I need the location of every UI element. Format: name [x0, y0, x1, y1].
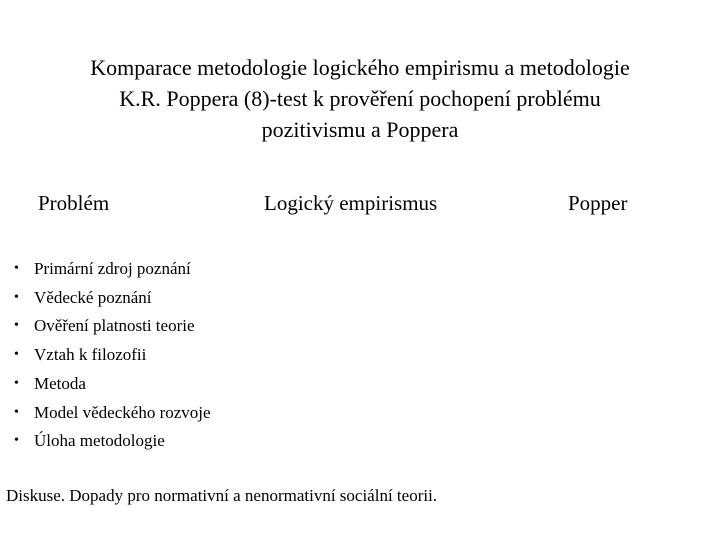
slide-title [40, 52, 680, 145]
list-item-text: Ověření platnosti teorie [34, 316, 195, 336]
list-item [14, 255, 211, 284]
list-item-text: Primární zdroj poznání [34, 259, 191, 278]
bullet-icon: • [14, 404, 19, 420]
bullet-icon: • [14, 261, 19, 276]
list-item [14, 341, 211, 370]
title-line-1: Komparace metodologie logického empirismu a metodologie [90, 55, 630, 80]
footer-note: Diskuse. Dopady pro normativní a nenormativní sociální teorii. [6, 486, 438, 505]
column-header-problem: Problém [38, 191, 110, 215]
title-line-2: K.R. Poppera (8)-test k prověření pochopení problému [119, 86, 601, 111]
list-item-text: Metoda [34, 373, 86, 393]
bullet-icon: • [14, 375, 19, 391]
list-item [14, 312, 211, 341]
bullet-icon: • [14, 347, 19, 363]
list-item [14, 399, 211, 428]
list-item [14, 370, 211, 399]
bullet-icon: • [14, 433, 19, 449]
list-item [14, 284, 211, 313]
column-header-logical-empiricism: Logický empirismus [264, 191, 438, 215]
list-item-text: Úloha metodologie [34, 431, 165, 451]
bullet-icon: • [14, 318, 19, 334]
column-header-popper: Popper [568, 191, 628, 215]
list-item-text: Vědecké poznání [34, 287, 152, 307]
list-item [14, 427, 211, 456]
list-item-text: Vztah k filozofii [34, 345, 147, 365]
title-line-3: pozitivismu a Poppera [261, 117, 459, 142]
list-item-text: Model vědeckého rozvoje [34, 402, 211, 422]
bullet-icon: • [14, 289, 19, 305]
problem-list [14, 255, 211, 456]
